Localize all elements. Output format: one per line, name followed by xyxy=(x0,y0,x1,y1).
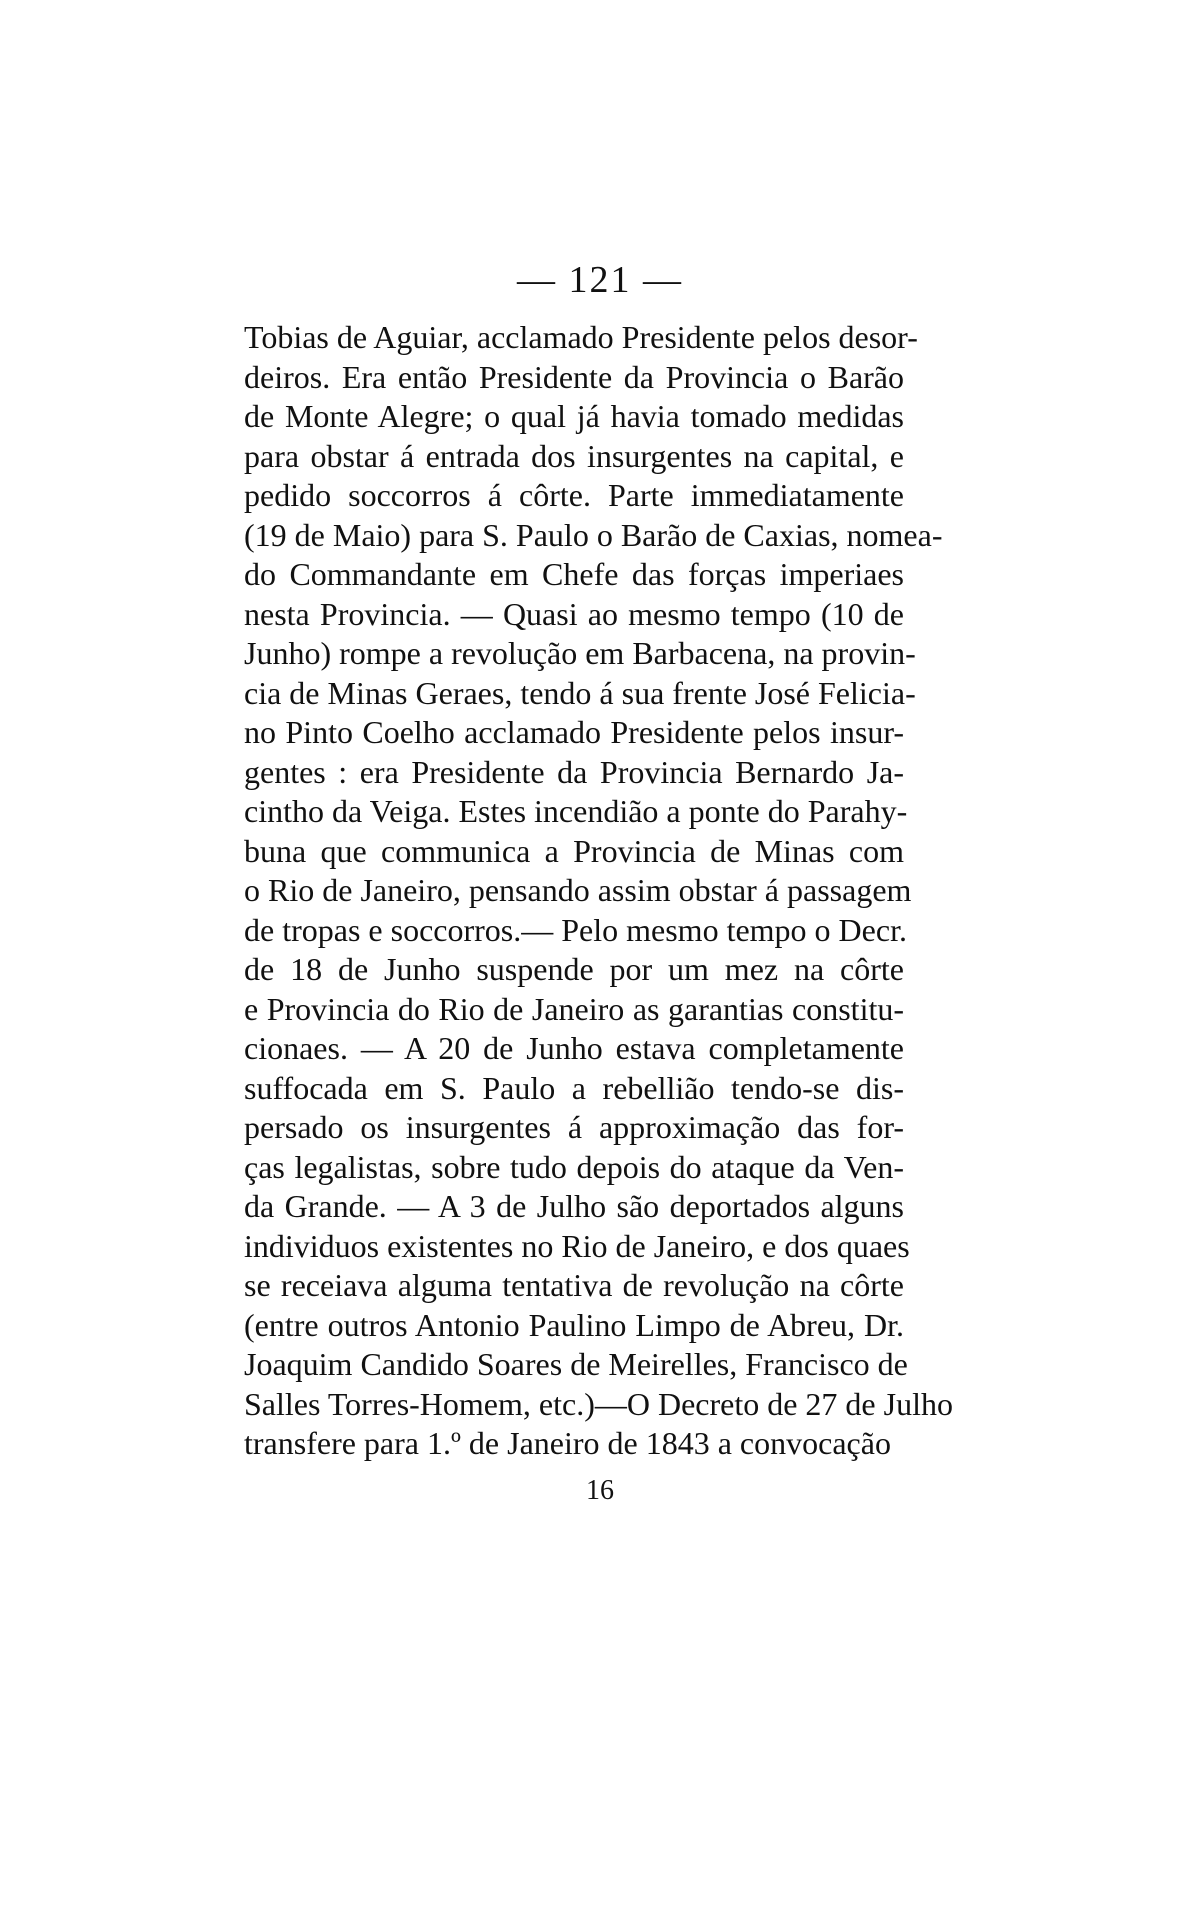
signature-mark: 16 xyxy=(586,1475,614,1506)
text-line: suffocada em S. Paulo a rebellião tendo-se dis- xyxy=(244,1069,904,1106)
text-line: buna que communica a Provincia de Minas com xyxy=(244,832,904,869)
text-line: cionaes. — A 20 de Junho estava completamente xyxy=(244,1030,904,1066)
text-line: persado os insurgentes á approximação das for- xyxy=(244,1109,904,1145)
text-line: cintho da Veiga. Estes incendião a ponte do Parahy- xyxy=(244,793,908,829)
page-number-header: — 121 — xyxy=(517,259,683,301)
text-line: o Rio de Janeiro, pensando assim obstar á passagem xyxy=(244,872,912,908)
text-line: de tropas e soccorros.— Pelo mesmo tempo o Decr. xyxy=(244,911,907,948)
text-line: cia de Minas Geraes, tendo á sua frente José Felicia- xyxy=(244,674,916,711)
body-text xyxy=(244,318,953,1464)
text-line: Joaquim Candido Soares de Meirelles, Francisco de xyxy=(244,1346,908,1382)
text-line: e Provincia do Rio de Janeiro as garantias constitu- xyxy=(244,990,904,1027)
text-line: transfere para 1.º de Janeiro de 1843 a convocação xyxy=(244,1425,891,1461)
text-line: deiros. Era então Presidente da Provincia o Barão xyxy=(244,358,904,395)
text-line: nesta Provincia. — Quasi ao mesmo tempo (10 de xyxy=(244,595,904,632)
text-line: (19 de Maio) para S. Paulo o Barão de Caxias, nomea- xyxy=(244,516,943,553)
text-line: ças legalistas, sobre tudo depois do ataque da Ven- xyxy=(244,1148,904,1185)
text-line: para obstar á entrada dos insurgentes na capital, e xyxy=(244,437,904,474)
text-line: Salles Torres-Homem, etc.)—O Decreto de 27 de Julho xyxy=(244,1385,953,1422)
text-line: (entre outros Antonio Paulino Limpo de Abreu, Dr. xyxy=(244,1306,904,1343)
text-line: Tobias de Aguiar, acclamado Presidente pelos desor- xyxy=(244,319,918,355)
text-line: do Commandante em Chefe das forças imperiaes xyxy=(244,556,904,592)
text-line: gentes : era Presidente da Provincia Bernardo Ja- xyxy=(244,753,904,790)
text-line: da Grande. — A 3 de Julho são deportados alguns xyxy=(244,1188,904,1224)
text-line: de 18 de Junho suspende por um mez na côrte xyxy=(244,951,904,987)
text-line: de Monte Alegre; o qual já havia tomado medidas xyxy=(244,398,904,434)
text-line: se receiava alguma tentativa de revolução na côrte xyxy=(244,1267,904,1303)
text-line: Junho) rompe a revolução em Barbacena, na provin- xyxy=(244,635,916,671)
text-line: pedido soccorros á côrte. Parte immediatamente xyxy=(244,477,904,513)
text-line: no Pinto Coelho acclamado Presidente pelos insur- xyxy=(244,714,904,750)
text-line: individuos existentes no Rio de Janeiro, e dos quaes xyxy=(244,1227,910,1264)
